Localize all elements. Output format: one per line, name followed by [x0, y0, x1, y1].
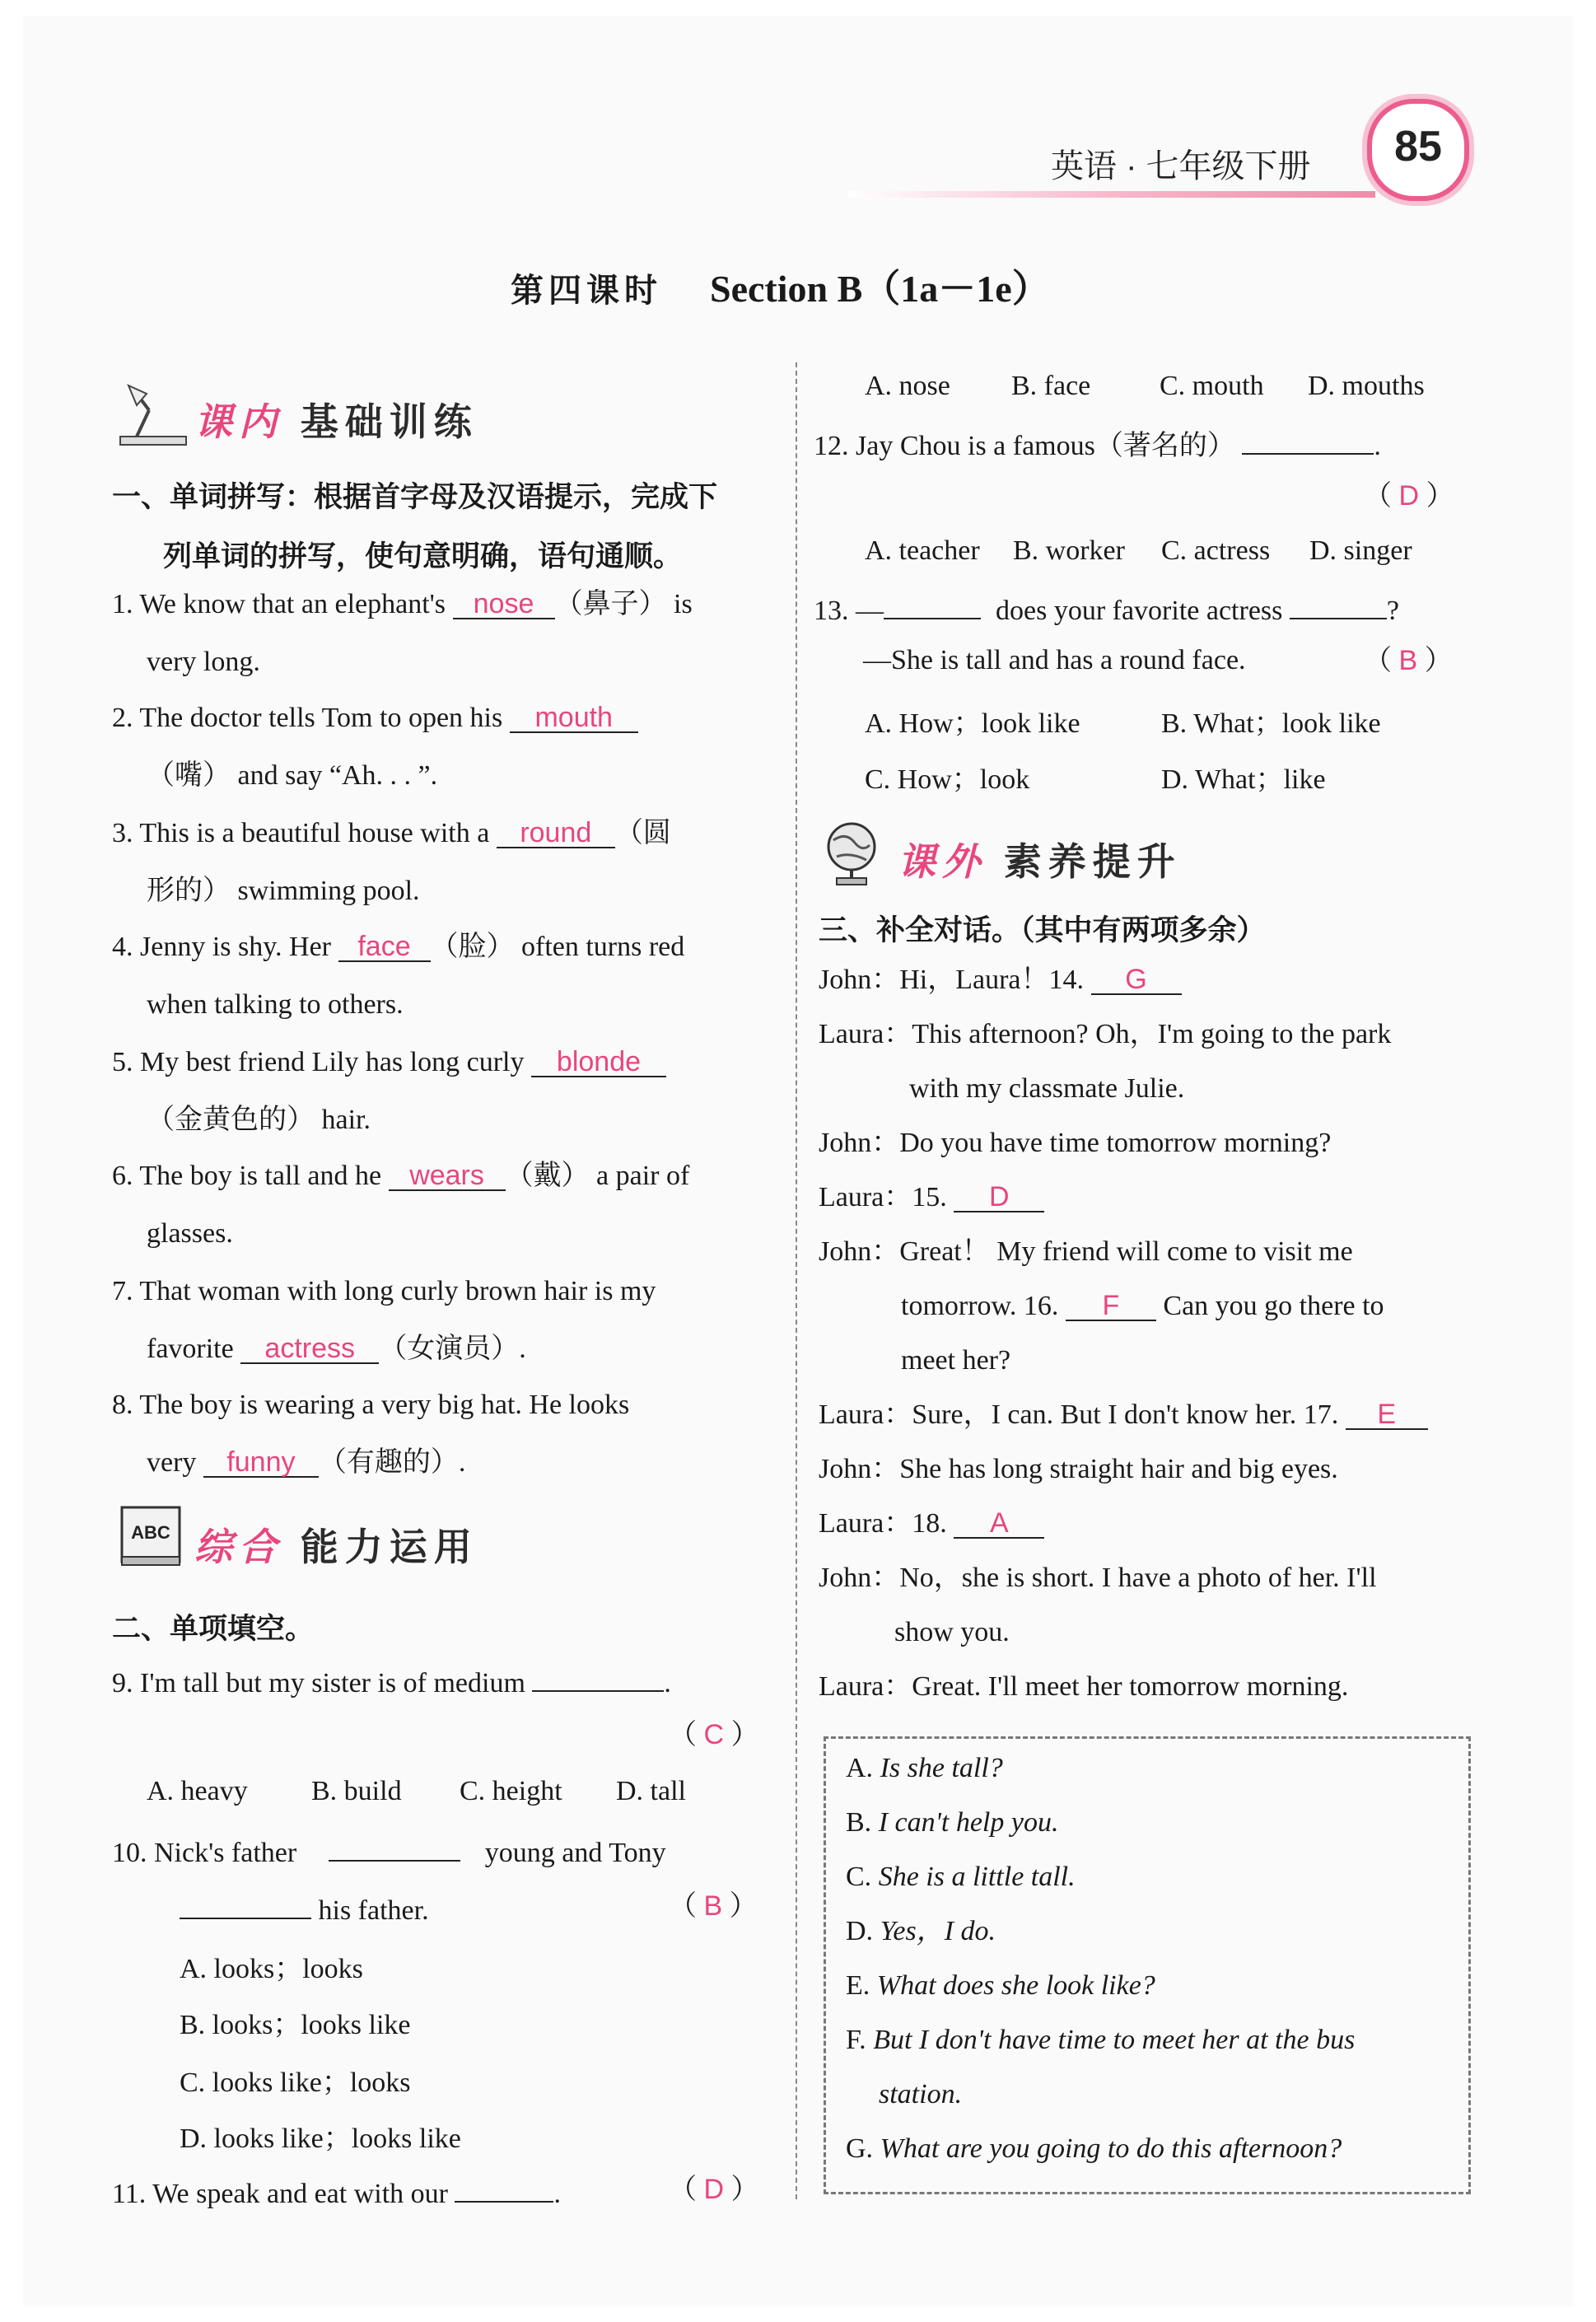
- option: C. How；look: [865, 764, 1030, 795]
- answer-paren-12: （ D ）: [1364, 480, 1454, 512]
- question-5-cont: （金黄色的） hair.: [147, 1105, 371, 1135]
- question-6-cont: glasses.: [147, 1218, 233, 1249]
- answer-blank[interactable]: A: [954, 1509, 1044, 1539]
- option: C. mouth: [1160, 371, 1264, 401]
- question-2: 2. The doctor tells Tom to open his mouth: [112, 702, 638, 735]
- option: A. nose: [865, 371, 950, 401]
- question-3-cont: 形的） swimming pool.: [147, 876, 420, 906]
- option: B. build: [311, 1776, 402, 1806]
- question-9: 9. I'm tall but my sister is of medium .: [112, 1662, 671, 1700]
- option-line: A. Is she tall?: [846, 1753, 1003, 1783]
- section-name: 素养提升: [1003, 840, 1182, 883]
- answer-blank[interactable]: face: [338, 932, 431, 962]
- option: C. looks like；looks: [180, 2067, 411, 2098]
- question-1: 1. We know that an elephant's nose （鼻子） is: [112, 588, 693, 619]
- option-line: B. I can't help you.: [846, 1807, 1059, 1838]
- option: A. looks；looks: [180, 1954, 363, 1984]
- question-5: 5. My best friend Lily has long curly blonde: [112, 1046, 666, 1079]
- header-subject: 英语 · 七年级下册: [1051, 148, 1311, 185]
- question-13: 13. — does your favorite actress ?: [814, 590, 1399, 628]
- question-2-cont: （嘴） and say “Ah. . . ”.: [147, 760, 438, 791]
- question-7-cont: favorite actress （女演员）.: [147, 1333, 526, 1364]
- section-name: 基础训练: [300, 400, 478, 443]
- dialogue-line: with my classmate Julie.: [909, 1073, 1185, 1104]
- options-13: [865, 700, 1381, 741]
- options-11: [865, 371, 1425, 402]
- answer-blank[interactable]: [532, 1662, 664, 1692]
- option-line: G. What are you going to do this afternoon?: [846, 2133, 1342, 2164]
- option: D. tall: [616, 1776, 686, 1806]
- answer-paren-11: （ D ）: [669, 2174, 759, 2205]
- answer-blank[interactable]: funny: [203, 1448, 319, 1478]
- option: C. actress: [1161, 535, 1271, 566]
- answer-blank[interactable]: round: [497, 819, 615, 848]
- question-12: 12. Jay Chou is a famous（著名的） .: [814, 425, 1381, 463]
- dialogue-line: Laura：Sure，I can. But I don't know her. 17. E: [819, 1399, 1428, 1432]
- header-decor-line: [848, 191, 1375, 198]
- option-line: F. But I don't have time to meet her at the bus: [846, 2025, 1356, 2055]
- dialogue-line: Laura：18. A: [819, 1507, 1044, 1540]
- answer-blank[interactable]: [1290, 590, 1387, 619]
- dialogue-line: tomorrow. 16. F Can you go there to: [901, 1290, 1384, 1321]
- question-10: 10. Nick's father young and Tony: [112, 1832, 666, 1870]
- dialogue-line: John：Great！ My friend will come to visit me: [819, 1236, 1353, 1267]
- option-line: E. What does she look like?: [846, 1970, 1155, 2001]
- dialogue-line: show you.: [894, 1617, 1010, 1647]
- desk-lamp-icon: [112, 377, 194, 451]
- column-divider: [796, 362, 797, 2199]
- option-line: C. She is a little tall.: [846, 1862, 1076, 1892]
- answer-blank[interactable]: mouth: [510, 703, 638, 733]
- option: C. height: [460, 1776, 562, 1806]
- question-6: 6. The boy is tall and he wears （戴） a pair of: [112, 1160, 690, 1191]
- section-header-enrich: [817, 815, 1245, 890]
- dialogue-line: meet her?: [901, 1345, 1011, 1376]
- dialogue-line: Laura：Great. I'll meet her tomorrow morning.: [819, 1671, 1349, 1702]
- answer-blank[interactable]: F: [1066, 1292, 1156, 1321]
- answer-blank[interactable]: wears: [389, 1161, 506, 1191]
- options-12: [865, 535, 1412, 567]
- abc-book-icon: [115, 1499, 189, 1573]
- section-header-basic: [112, 377, 507, 451]
- answer-paren-9: （ C ）: [669, 1719, 759, 1750]
- answer-blank[interactable]: G: [1091, 965, 1182, 995]
- question-3: 3. This is a beautiful house with a round （圆: [112, 817, 671, 848]
- part2-heading: 二、单项填空。: [112, 1613, 315, 1645]
- answer-blank[interactable]: actress: [240, 1334, 379, 1364]
- dialogue-line: John：Do you have time tomorrow morning?: [819, 1128, 1332, 1158]
- answer-blank[interactable]: [180, 1890, 311, 1919]
- dialogue-line: Laura：15. D: [819, 1181, 1044, 1214]
- page-number: 85: [1394, 123, 1442, 171]
- option: A. How；look like: [865, 708, 1080, 739]
- option: D. mouths: [1308, 371, 1425, 401]
- option: A. heavy: [147, 1776, 248, 1806]
- answer-paren-10: （ B ）: [669, 1890, 758, 1922]
- answer-blank[interactable]: [329, 1832, 460, 1862]
- lesson-title: [511, 259, 1050, 313]
- lesson-title-cn: 第四课时: [511, 273, 662, 309]
- section-tag: 综合: [194, 1525, 283, 1568]
- svg-text:ABC: ABC: [131, 1522, 170, 1543]
- section-tag: 课外: [898, 840, 987, 883]
- question-8: 8. The boy is wearing a very big hat. He looks: [112, 1390, 630, 1420]
- answer-blank[interactable]: [1242, 425, 1374, 455]
- answer-blank[interactable]: [455, 2173, 553, 2203]
- dialogue-line: Laura：This afternoon? Oh，I'm going to the park: [819, 1019, 1392, 1049]
- option: D. singer: [1309, 535, 1412, 566]
- option: B. face: [1011, 371, 1091, 401]
- question-10-cont: his father.: [180, 1890, 429, 1927]
- dialogue-line: John：Hi，Laura！14. G: [819, 964, 1182, 997]
- dialogue-line: John：She has long straight hair and big eyes.: [819, 1454, 1338, 1484]
- answer-blank[interactable]: E: [1346, 1400, 1428, 1430]
- option: D. looks like；looks like: [180, 2123, 461, 2154]
- question-8-cont: very funny （有趣的）.: [147, 1446, 466, 1478]
- options-9: [147, 1776, 686, 1807]
- question-4: 4. Jenny is shy. Her face （脸） often turns red: [112, 931, 685, 962]
- part3-heading: 三、补全对话。（其中有两项多余）: [819, 914, 1266, 946]
- option-line: station.: [879, 2079, 963, 2109]
- answer-blank[interactable]: nose: [453, 590, 555, 619]
- option: B. looks；looks like: [180, 2010, 411, 2040]
- globe-icon: [817, 815, 891, 890]
- option: B. What；look like: [1161, 708, 1381, 739]
- section-name: 能力运用: [300, 1525, 478, 1568]
- answer-blank[interactable]: D: [954, 1183, 1044, 1212]
- lesson-title-en: Section B（1a－1e）: [710, 268, 1050, 310]
- page-number-badge: [1367, 99, 1469, 201]
- question-13-reply: —She is tall and has a round face.: [863, 645, 1246, 675]
- question-7: 7. That woman with long curly brown hair is my: [112, 1276, 656, 1306]
- question-1-cont: very long.: [147, 647, 260, 677]
- section-header-ability: [112, 1499, 507, 1573]
- question-11: 11. We speak and eat with our .: [112, 2173, 561, 2211]
- option: D. What；like: [1161, 764, 1326, 795]
- section-tag: 课内: [194, 400, 283, 443]
- option: B. worker: [1013, 535, 1125, 566]
- dialogue-options-box: [824, 1736, 1471, 2194]
- answer-blank[interactable]: blonde: [531, 1048, 666, 1077]
- option: A. teacher: [865, 535, 980, 566]
- question-4-cont: when talking to others.: [147, 989, 404, 1020]
- answer-paren-13: （ B ）: [1364, 645, 1453, 676]
- part1-heading: 一、单词拼写：根据首字母及汉语提示，完成下 列单词的拼写，使句意明确，语句通顺。: [112, 481, 718, 572]
- dialogue-line: John：No，she is short. I have a photo of her. I'll: [819, 1563, 1377, 1593]
- options-13b: [865, 756, 1326, 797]
- answer-blank[interactable]: [884, 590, 981, 619]
- option-line: D. Yes，I do.: [846, 1916, 996, 1946]
